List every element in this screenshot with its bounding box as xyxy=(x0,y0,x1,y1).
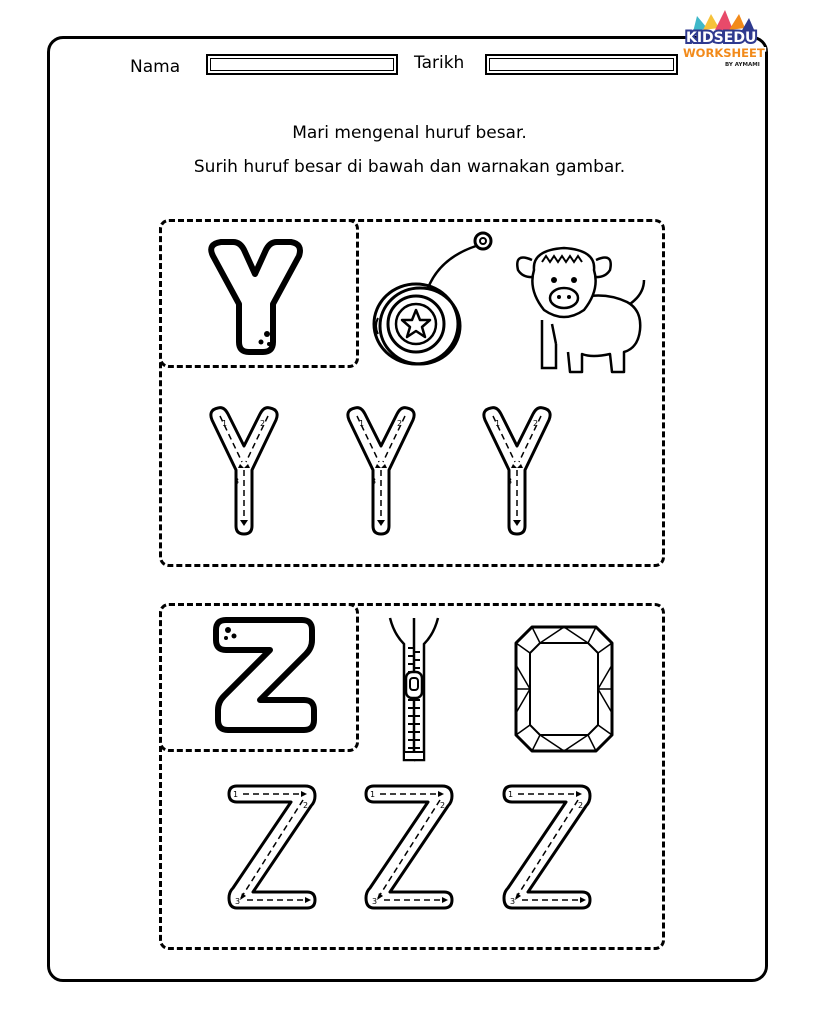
kidsedu-logo xyxy=(683,10,767,80)
trace-letter-y-1[interactable] xyxy=(208,406,280,536)
trace-letter-z-3[interactable] xyxy=(502,782,592,912)
stroke-number: 2 xyxy=(440,801,446,810)
stroke-number: 2 xyxy=(303,801,309,810)
yoyo-picture xyxy=(370,228,490,358)
logo-subtitle: WORKSHEET xyxy=(683,46,765,60)
stroke-number: 3 xyxy=(234,477,240,486)
bubble-letter-y xyxy=(203,234,313,354)
gem-picture xyxy=(514,625,614,755)
name-label: Nama xyxy=(130,57,181,77)
stroke-number: 3 xyxy=(507,477,513,486)
stroke-number: 1 xyxy=(233,790,239,799)
stroke-number: 1 xyxy=(370,790,376,799)
stroke-number: 2 xyxy=(397,419,403,428)
stroke-number: 2 xyxy=(578,801,584,810)
zipper-picture xyxy=(384,614,444,764)
stroke-number: 2 xyxy=(260,419,266,428)
logo-byline: BY AYMAMI xyxy=(725,62,760,68)
stroke-number: 3 xyxy=(371,477,377,486)
trace-letter-y-3[interactable] xyxy=(481,406,553,536)
yak-picture xyxy=(512,240,652,380)
stroke-number: 2 xyxy=(533,419,539,428)
stroke-number: 1 xyxy=(222,419,228,428)
logo-title: KIDSEDU xyxy=(686,30,757,46)
name-field[interactable] xyxy=(206,54,398,75)
trace-letter-z-1[interactable] xyxy=(227,782,317,912)
trace-letter-z-2[interactable] xyxy=(364,782,454,912)
date-field[interactable] xyxy=(485,54,678,75)
stroke-number: 3 xyxy=(372,897,378,906)
stroke-number: 3 xyxy=(235,897,241,906)
stroke-number: 1 xyxy=(508,790,514,799)
instruction-line-2: Surih huruf besar di bawah dan warnakan gambar. xyxy=(193,157,626,177)
instruction-line-1: Mari mengenal huruf besar. xyxy=(292,123,527,143)
stroke-number: 1 xyxy=(359,419,365,428)
date-label: Tarikh xyxy=(414,53,465,73)
stroke-number: 3 xyxy=(510,897,516,906)
trace-letter-y-2[interactable] xyxy=(345,406,417,536)
stroke-number: 1 xyxy=(495,419,501,428)
bubble-letter-z xyxy=(212,614,322,734)
